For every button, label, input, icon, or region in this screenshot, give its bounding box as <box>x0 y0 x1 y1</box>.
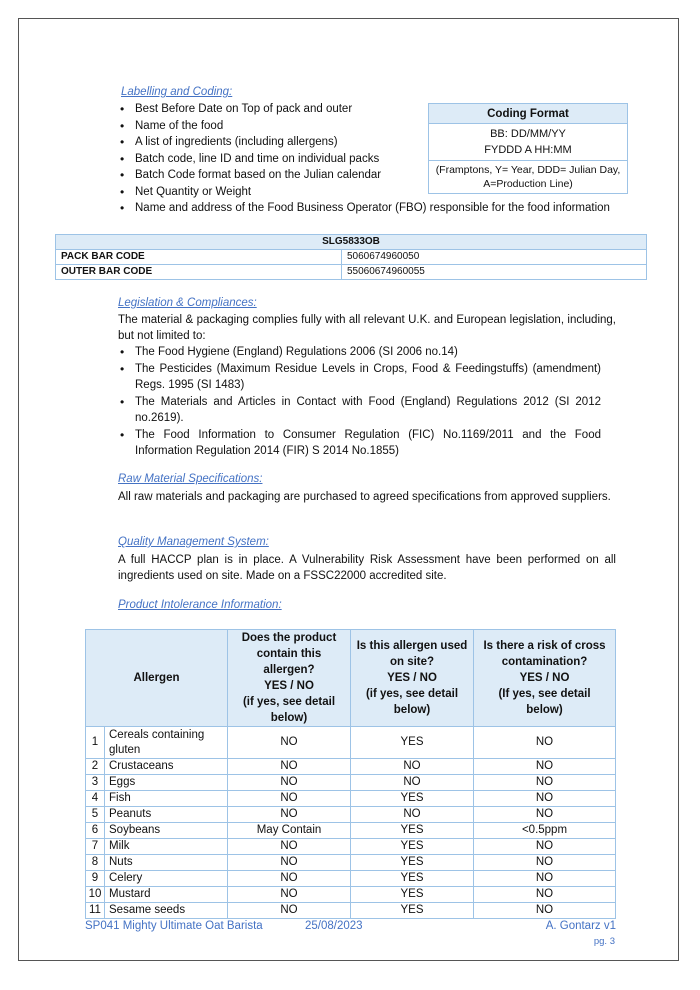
header-line: below) <box>393 704 431 716</box>
allergen-name: Eggs <box>105 775 228 791</box>
allergen-contain: NO <box>228 759 351 775</box>
header-line: below) <box>526 704 563 716</box>
allergen-used: YES <box>351 823 474 839</box>
allergen-contain: NO <box>228 903 351 919</box>
allergen-name: Mustard <box>105 887 228 903</box>
allergen-cross: NO <box>474 775 616 791</box>
allergen-contain: NO <box>228 839 351 855</box>
table-row <box>86 855 616 871</box>
legislation-item: • The Materials and Articles in Contact with Food (England) Regulations 2012 (SI 2012 no.2619). <box>118 394 601 427</box>
table-row <box>86 887 616 903</box>
allergen-used: YES <box>351 871 474 887</box>
labelling-item: • Name of the food <box>118 118 638 135</box>
allergen-used: NO <box>351 807 474 823</box>
header-line: contain this allergen? <box>256 648 322 676</box>
footer-date: 25/08/2023 <box>305 920 363 932</box>
allergen-used: YES <box>351 855 474 871</box>
allergen-name: Peanuts <box>105 807 228 823</box>
cross-column-header <box>474 630 616 727</box>
labelling-item: • Batch Code format based on the Julian calendar <box>118 167 638 184</box>
legislation-item: • The Food Information to Consumer Regulation (FIC) No.1169/2011 and the Food Information Regulation 2014 (FIR) S 2014 No.1855) <box>118 427 601 460</box>
allergen-cross: NO <box>474 871 616 887</box>
allergen-name: Milk <box>105 839 228 855</box>
allergen-used: YES <box>351 839 474 855</box>
header-line: below) <box>270 712 308 724</box>
outer-barcode-value: 55060674960055 <box>342 265 647 280</box>
labelling-item: • A list of ingredients (including allergens) <box>118 134 638 151</box>
pack-barcode-value: 5060674960050 <box>342 250 647 265</box>
table-row <box>86 839 616 855</box>
table-row <box>86 823 616 839</box>
allergen-number: 7 <box>86 839 105 855</box>
outer-barcode-label: OUTER BAR CODE <box>56 265 342 280</box>
header-line: Is there a risk of cross <box>483 640 606 652</box>
allergen-name: Sesame seeds <box>105 903 228 919</box>
header-line: YES / NO <box>519 672 570 684</box>
header-line: contamination? <box>501 656 588 668</box>
table-row <box>86 727 616 759</box>
coding-format-note: (Framptons, Y= Year, DDD= Julian Day, A=Production Line) <box>429 161 628 194</box>
allergen-contain: NO <box>228 871 351 887</box>
allergen-number: 1 <box>86 727 105 759</box>
table-row <box>86 759 616 775</box>
allergen-cross: NO <box>474 903 616 919</box>
allergen-name: Celery <box>105 871 228 887</box>
allergen-name: Cereals containing gluten <box>105 727 228 759</box>
allergen-name: Crustaceans <box>105 759 228 775</box>
header-line: Does the product <box>241 632 337 644</box>
labelling-item: • Batch code, line ID and time on individual packs <box>118 151 638 168</box>
allergen-table <box>85 629 616 919</box>
allergen-cross: NO <box>474 839 616 855</box>
allergen-used: YES <box>351 791 474 807</box>
coding-format-line2: FYDDD A HH:MM <box>484 144 572 156</box>
allergen-number: 4 <box>86 791 105 807</box>
allergen-name: Fish <box>105 791 228 807</box>
allergen-number: 3 <box>86 775 105 791</box>
allergen-used: NO <box>351 759 474 775</box>
allergen-cross: <0.5ppm <box>474 823 616 839</box>
barcode-table <box>55 234 647 280</box>
allergen-number: 8 <box>86 855 105 871</box>
pack-barcode-label: PACK BAR CODE <box>56 250 342 265</box>
legislation-heading: Legislation & Compliances: <box>118 297 257 309</box>
quality-heading: Quality Management System: <box>118 536 269 548</box>
header-line: Is this allergen used <box>356 640 468 652</box>
table-row <box>86 775 616 791</box>
labelling-item: • Name and address of the Food Business Operator (FBO) responsible for the food information <box>118 200 638 217</box>
header-line: (if yes, see detail <box>242 696 336 708</box>
legislation-list <box>118 344 601 460</box>
footer-document-name: SP041 Mighty Ultimate Oat Barista <box>85 920 263 932</box>
legislation-intro: The material & packaging complies fully with all relevant U.K. and European legislation, including, but not limited to: <box>118 314 616 342</box>
allergen-contain: NO <box>228 887 351 903</box>
raw-material-heading: Raw Material Specifications: <box>118 473 263 485</box>
contain-column-header <box>228 630 351 727</box>
allergen-used: YES <box>351 727 474 759</box>
header-line: YES / NO <box>387 672 437 684</box>
allergen-used: YES <box>351 903 474 919</box>
coding-format-title: Coding Format <box>429 104 628 124</box>
allergen-contain: NO <box>228 855 351 871</box>
intolerance-heading: Product Intolerance Information: <box>118 599 282 611</box>
table-row <box>86 807 616 823</box>
table-row <box>86 791 616 807</box>
allergen-number: 2 <box>86 759 105 775</box>
allergen-cross: NO <box>474 791 616 807</box>
allergen-name: Soybeans <box>105 823 228 839</box>
header-line: (if yes, see detail <box>365 688 459 700</box>
table-row <box>86 903 616 919</box>
allergen-contain: NO <box>228 791 351 807</box>
allergen-used: NO <box>351 775 474 791</box>
labelling-heading: Labelling and Coding: <box>121 86 233 98</box>
allergen-contain: May Contain <box>228 823 351 839</box>
allergen-cross: NO <box>474 855 616 871</box>
table-row <box>86 871 616 887</box>
header-line: YES / NO <box>264 680 314 692</box>
quality-text: A full HACCP plan is in place. A Vulnerability Risk Assessment have been performed on all ingredients used on site. Made on a FSSC22000 accredited site. <box>118 554 616 582</box>
barcode-table-title: SLG5833OB <box>56 235 647 250</box>
footer-author: A. Gontarz v1 <box>545 920 616 932</box>
allergen-cross: NO <box>474 759 616 775</box>
allergen-contain: NO <box>228 775 351 791</box>
allergen-number: 5 <box>86 807 105 823</box>
allergen-used: YES <box>351 887 474 903</box>
allergen-contain: NO <box>228 727 351 759</box>
allergen-number: 9 <box>86 871 105 887</box>
allergen-number: 11 <box>86 903 105 919</box>
allergen-number: 6 <box>86 823 105 839</box>
allergen-contain: NO <box>228 807 351 823</box>
raw-material-text: All raw materials and packaging are purchased to agreed specifications from approved suppliers. <box>118 491 611 503</box>
used-column-header <box>351 630 474 727</box>
coding-format-line1: BB: DD/MM/YY <box>490 128 566 140</box>
header-line: on site? <box>389 656 435 668</box>
labelling-item: • Net Quantity or Weight <box>118 184 638 201</box>
allergen-cross: NO <box>474 727 616 759</box>
allergen-cross: NO <box>474 887 616 903</box>
legislation-item: • The Pesticides (Maximum Residue Levels in Crops, Food & Feedingstuffs) (amendment) Regs. 1995 (SI 1483) <box>118 361 601 394</box>
table-row <box>56 265 647 280</box>
allergen-name: Nuts <box>105 855 228 871</box>
allergen-cross: NO <box>474 807 616 823</box>
labelling-item: • Best Before Date on Top of pack and outer <box>118 101 638 118</box>
footer-page-number: pg. 3 <box>593 936 615 947</box>
table-row <box>56 250 647 265</box>
legislation-item: • The Food Hygiene (England) Regulations 2006 (SI 2006 no.14) <box>118 344 601 361</box>
allergen-column-header: Allergen <box>86 630 228 727</box>
coding-format-value <box>429 124 628 161</box>
allergen-number: 10 <box>86 887 105 903</box>
coding-format-table <box>428 103 628 194</box>
header-line: (If yes, see detail <box>498 688 591 700</box>
